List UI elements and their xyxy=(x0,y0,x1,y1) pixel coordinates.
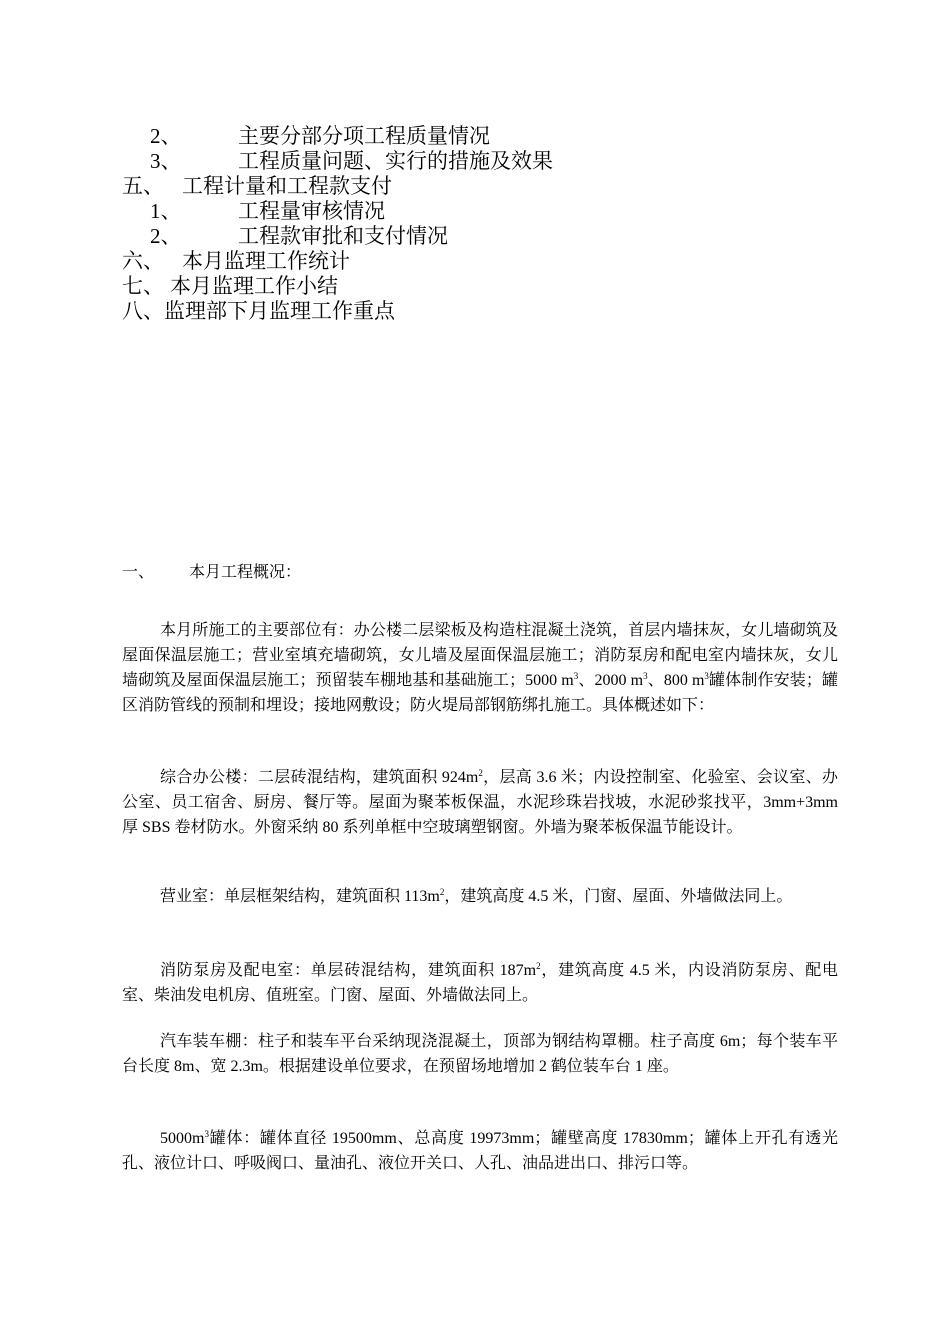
text-run: 罐体：罐体直径 19500mm、总高度 19973mm；罐壁高度 17830mm；罐体上开孔有透光孔、液位计口、呼吸阀口、量油孔、液位开关口、人孔、油品进出口、排污口等。 xyxy=(122,1130,838,1172)
text-run: ，建筑高度 4.5 米，内设消防泵房、配电室、柴油发电机房、值班室。门窗、屋面、外墙做法同上。 xyxy=(122,962,838,1004)
toc-item xyxy=(150,199,385,223)
superscript: 3 xyxy=(573,671,579,681)
paragraph-office-building xyxy=(122,765,838,840)
text-run: 、2000 m xyxy=(578,672,644,689)
toc-item-text: 工程计量和工程款支付 xyxy=(182,174,392,198)
toc-item-text: 本月监理工作小结 xyxy=(170,274,338,298)
text-run: ，建筑高度 4.5 米，门窗、屋面、外墙做法同上。 xyxy=(444,888,793,905)
section-title: 本月工程概况： xyxy=(189,564,302,581)
toc-item-number: 3、 xyxy=(150,149,182,173)
toc-item-number: 七、 xyxy=(122,274,164,298)
text-run: ，层高 3.6 米；内设控制室、化验室、会议室、办公室、员工宿舍、厨房、餐厅等。屋面为聚苯板保温，水泥珍珠岩找坡，水泥砂浆找平，3mm+3mm 厚 SBS 卷材防水。外窗采纳 80 系列单框中空玻璃塑钢窗。外墙为聚苯板保温节能设计。 xyxy=(122,769,838,836)
text-run: 本月所施工的主要部位有：办公楼二层梁板及构造柱混凝土浇筑，首层内墙抹灰，女儿墙砌筑及屋面保温层施工；营业室填充墙砌筑，女儿墙及屋面保温层施工；消防泵房和配电室内墙抹灰，女儿墙砌筑及屋面保温层施工；预留装车棚地基和基础施工；5000 m xyxy=(122,622,838,689)
toc-item-text: 本月监理工作统计 xyxy=(182,249,350,273)
superscript: 3 xyxy=(704,671,709,681)
paragraph-business-room xyxy=(122,884,838,909)
text-run: 汽车装车棚：柱子和装车平台采纳现浇混凝土，顶部为钢结构罩棚。柱子高度 6m；每个装车平台长度 8m、宽 2.3m。根据建设单位要求，在预留场地增加 2 鹤位装车台 1 座。 xyxy=(122,1033,838,1075)
toc-item-text: 工程款审批和支付情况 xyxy=(238,224,448,248)
text-run: 营业室：单层框架结构，建筑面积 113m xyxy=(160,888,440,905)
section-number: 一、 xyxy=(122,564,155,581)
text-run: 、800 m xyxy=(647,672,705,689)
toc-item-number: 六、 xyxy=(122,249,164,273)
toc-item xyxy=(150,149,553,173)
toc-item xyxy=(150,124,490,148)
toc-item-number: 1、 xyxy=(150,199,182,223)
toc-item-number: 2、 xyxy=(150,124,182,148)
toc-item-text: 主要分部分项工程质量情况 xyxy=(238,124,490,148)
text-run: 5000m xyxy=(160,1130,205,1147)
toc-item xyxy=(122,299,395,323)
toc-item-number: 八、 xyxy=(122,299,164,323)
toc-item-text: 监理部下月监理工作重点 xyxy=(164,299,395,323)
text-run: 罐体制作安装；罐区消防管线的预制和埋设；接地网敷设；防火堤局部钢筋绑扎施工。具体概述如下： xyxy=(122,672,838,714)
superscript: 2 xyxy=(478,768,483,778)
superscript: 2 xyxy=(439,887,445,897)
section-heading xyxy=(122,562,301,584)
paragraph-loading-shed xyxy=(122,1029,838,1079)
toc-item-text: 工程量审核情况 xyxy=(238,199,385,223)
paragraph-tank xyxy=(122,1126,838,1176)
text-run: 消防泵房及配电室：单层砖混结构，建筑面积 187m xyxy=(160,962,537,979)
toc-item-number: 五、 xyxy=(122,174,164,198)
toc-item-number: 2、 xyxy=(150,224,182,248)
superscript: 2 xyxy=(536,961,541,971)
toc-item xyxy=(122,249,350,273)
toc-item xyxy=(150,224,448,248)
superscript: 3 xyxy=(643,671,648,681)
text-run: 综合办公楼：二层砖混结构，建筑面积 924m xyxy=(160,769,479,786)
toc-item xyxy=(122,274,338,298)
toc-item-text: 工程质量问题、实行的措施及效果 xyxy=(238,149,553,173)
paragraph-overview xyxy=(122,618,838,718)
superscript: 3 xyxy=(204,1129,209,1139)
paragraph-pump-house xyxy=(122,958,838,1008)
toc-item xyxy=(122,174,392,198)
